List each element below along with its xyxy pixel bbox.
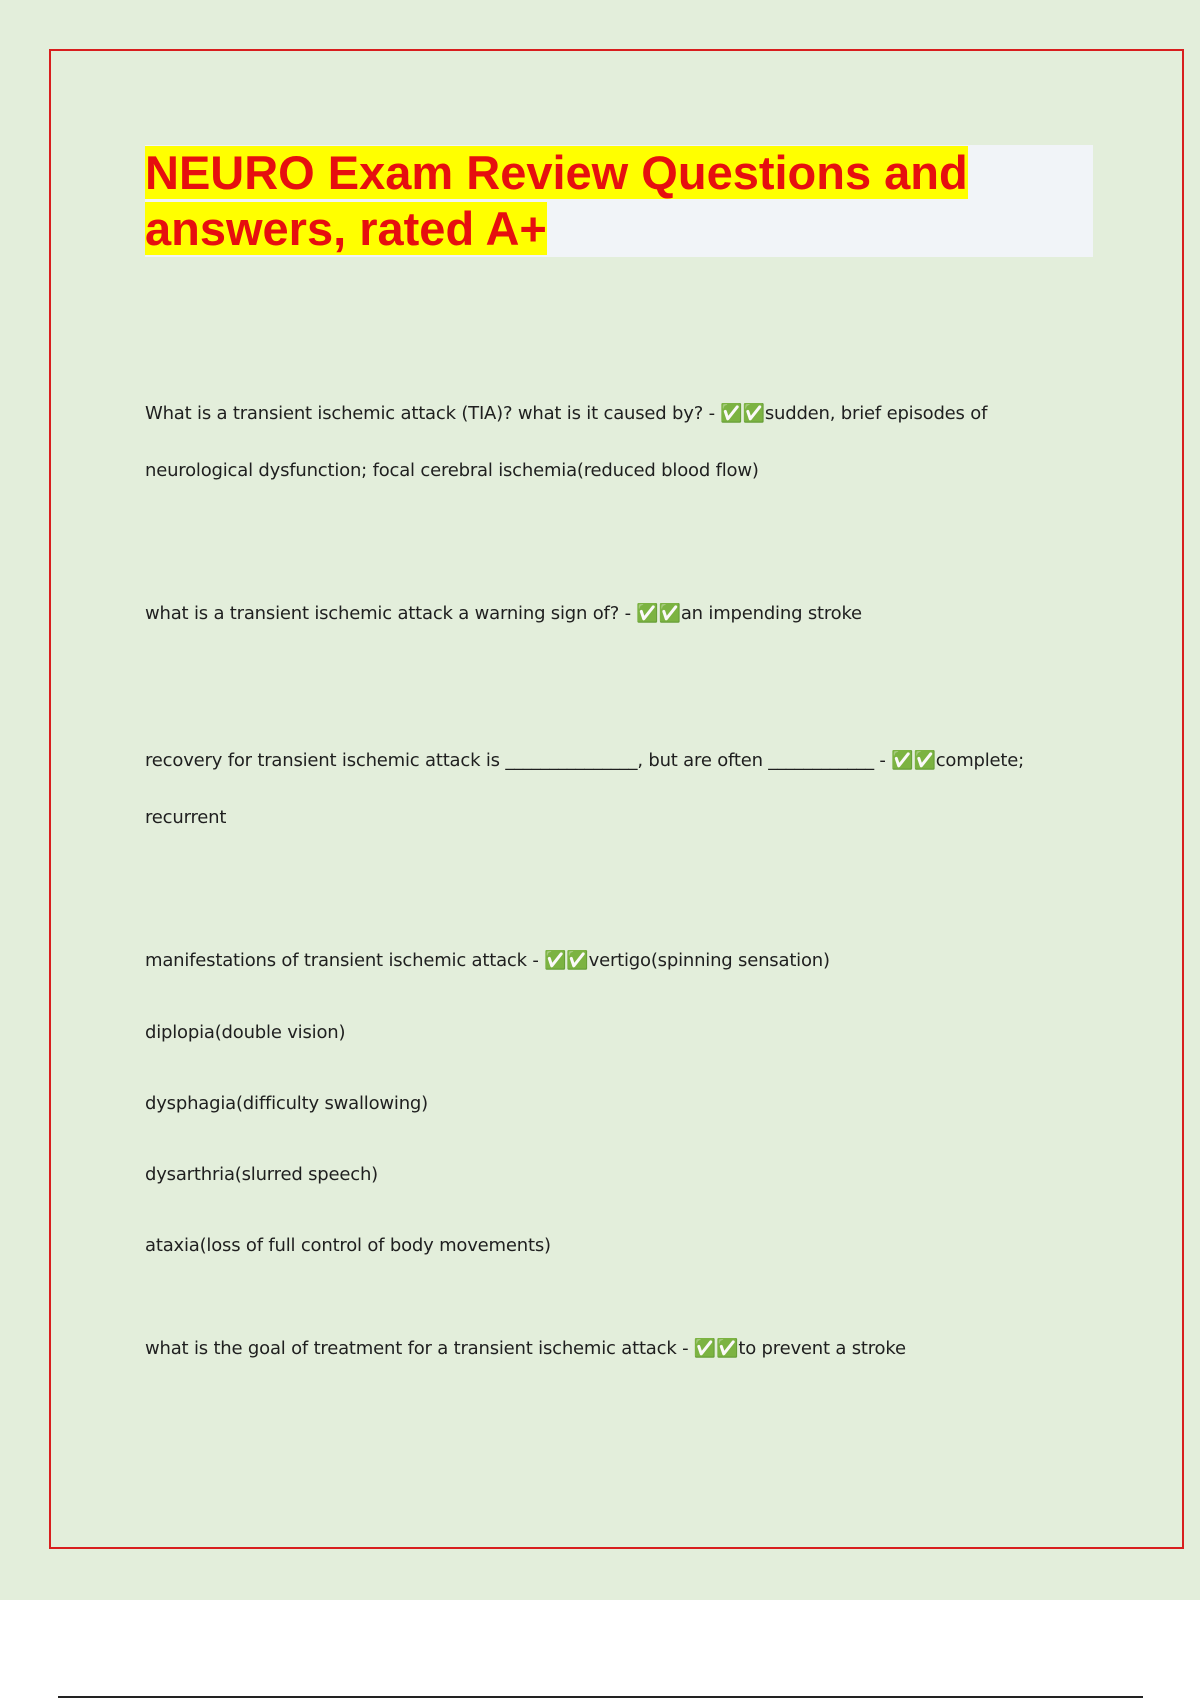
double-check-icon: ✅✅ (891, 750, 936, 771)
qa-line (145, 385, 1095, 442)
list-item: diplopia(double vision) (145, 1022, 346, 1043)
answer-text-continued: recurrent (145, 807, 227, 828)
list-item: dysphagia(difficulty swallowing) (145, 1093, 428, 1114)
qa-item-1 (145, 385, 1095, 499)
qa-line (145, 1320, 1095, 1377)
double-check-icon: ✅✅ (720, 403, 765, 424)
list-item: dysarthria(slurred speech) (145, 1164, 378, 1185)
qa-line (145, 932, 1095, 989)
title-box (145, 145, 1093, 257)
question-text: What is a transient ischemic attack (TIA)? what is it caused by? - (145, 403, 721, 424)
double-check-icon: ✅✅ (544, 950, 589, 971)
double-check-icon: ✅✅ (693, 1338, 739, 1359)
answer-text: sudden, brief episodes of (764, 403, 988, 424)
answer-text: to prevent a stroke (738, 1338, 906, 1359)
answer-text: an impending stroke (680, 603, 862, 624)
title-line-1: NEURO Exam Review Questions and (145, 146, 968, 199)
qa-item-4 (145, 932, 1095, 989)
answer-text: complete; (935, 750, 1025, 771)
document-title (145, 145, 1093, 257)
qa-line (145, 732, 1095, 789)
answer-text: vertigo(spinning sensation) (588, 950, 830, 971)
question-text: manifestations of transient ischemic attack - (145, 950, 545, 971)
footer-divider (58, 1696, 1143, 1698)
qa-item-5 (145, 1320, 1095, 1377)
question-text: recovery for transient ischemic attack is _______________, but are often ____________ - (145, 750, 892, 771)
answer-text-continued: neurological dysfunction; focal cerebral ischemia(reduced blood flow) (145, 460, 759, 481)
double-check-icon: ✅✅ (636, 603, 681, 624)
qa-line (145, 585, 1095, 642)
qa-item-3 (145, 732, 1095, 846)
title-line-2: answers, rated A+ (145, 202, 547, 255)
list-item: ataxia(loss of full control of body movements) (145, 1235, 551, 1256)
qa-item-2 (145, 585, 1095, 642)
question-text: what is a transient ischemic attack a warning sign of? - (145, 603, 637, 624)
question-text: what is the goal of treatment for a transient ischemic attack - (145, 1338, 694, 1359)
